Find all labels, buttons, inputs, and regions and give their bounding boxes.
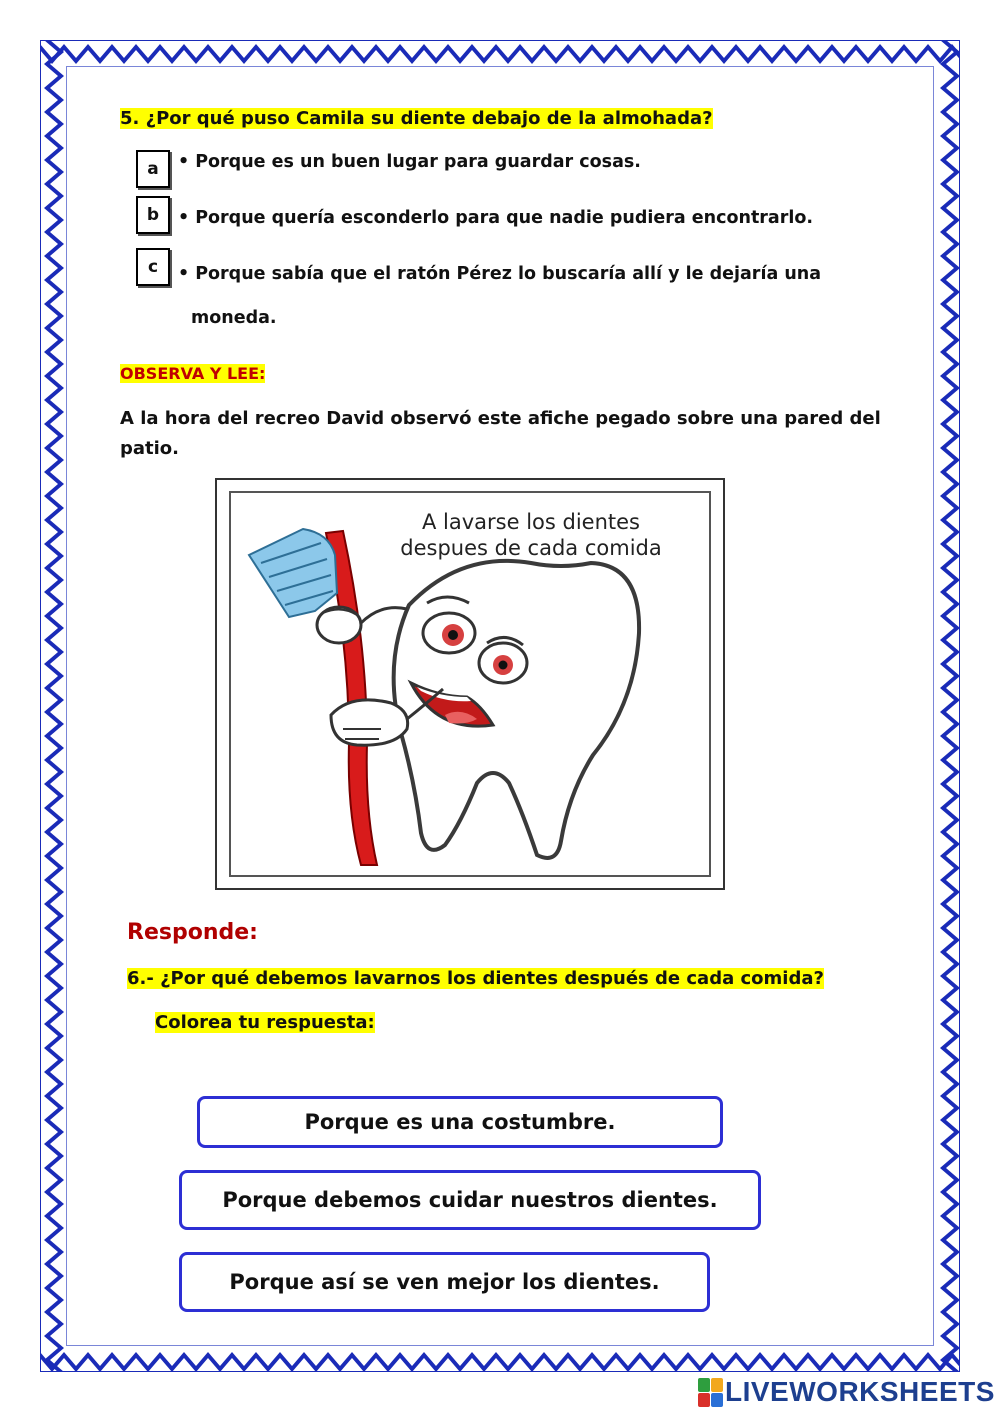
option-a[interactable] bbox=[178, 152, 641, 172]
poster bbox=[215, 478, 725, 890]
option-b-letter: b bbox=[146, 205, 160, 225]
option-c-letter: c bbox=[147, 257, 159, 277]
liveworksheets-logo bbox=[698, 1376, 995, 1408]
answer-option-2-text: Porque debemos cuidar nuestros dientes. bbox=[222, 1188, 718, 1212]
answer-option-2[interactable] bbox=[179, 1170, 761, 1230]
option-b-box[interactable] bbox=[136, 196, 170, 234]
observe-heading: OBSERVA Y LEE: bbox=[120, 364, 266, 383]
bullet-icon: • bbox=[178, 208, 190, 228]
option-b[interactable] bbox=[178, 208, 813, 228]
poster-title-line-2: despues de cada comida bbox=[400, 536, 662, 560]
option-c-continuation: moneda. bbox=[191, 308, 277, 328]
answer-option-3[interactable] bbox=[179, 1252, 710, 1312]
question-6-text: 6.- ¿Por qué debemos lavarnos los dientes después de cada comida? bbox=[127, 968, 824, 989]
responde-heading: Responde: bbox=[127, 920, 258, 945]
option-c[interactable] bbox=[178, 264, 821, 284]
bullet-icon: • bbox=[178, 152, 190, 172]
bullet-icon: • bbox=[178, 264, 190, 284]
option-c-text: Porque sabía que el ratón Pérez lo buscaría allí y le dejaría una bbox=[195, 264, 822, 284]
option-a-box[interactable] bbox=[136, 150, 170, 188]
poster-title-line-1: A lavarse los dientes bbox=[422, 510, 640, 534]
intro-text: A la hora del recreo David observó este afiche pegado sobre una pared del patio. bbox=[120, 408, 881, 459]
option-a-letter: a bbox=[147, 159, 159, 179]
poster-inner-frame bbox=[229, 491, 711, 877]
option-a-text: Porque es un buen lugar para guardar cosas. bbox=[195, 152, 641, 172]
liveworksheets-logo-icon bbox=[698, 1378, 722, 1406]
answer-option-3-text: Porque así se ven mejor los dientes. bbox=[229, 1270, 660, 1294]
answer-option-1[interactable] bbox=[197, 1096, 723, 1148]
option-c-box[interactable] bbox=[136, 248, 170, 286]
poster-title bbox=[351, 509, 711, 561]
answer-option-1-text: Porque es una costumbre. bbox=[304, 1110, 616, 1134]
brand-name: LIVEWORKSHEETS bbox=[725, 1376, 995, 1407]
option-b-text: Porque quería esconderlo para que nadie pudiera encontrarlo. bbox=[195, 208, 814, 228]
question-6-instruction: Colorea tu respuesta: bbox=[155, 1012, 375, 1033]
question-5-text: 5. ¿Por qué puso Camila su diente debajo de la almohada? bbox=[120, 108, 713, 129]
